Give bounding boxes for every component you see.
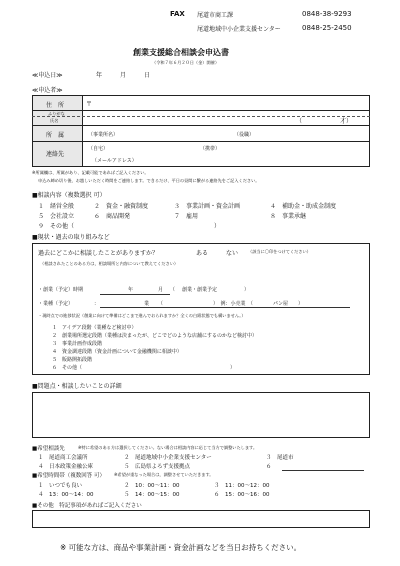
plan-month: 月 <box>158 287 164 293</box>
consult-item-9-close: ） <box>214 223 221 230</box>
consult-item-9[interactable]: ９ その他（ <box>38 223 75 230</box>
application-month: 月 <box>120 72 127 79</box>
fax-label: FAX <box>170 10 185 18</box>
mobile-phone-field[interactable] <box>222 143 362 152</box>
consult-item-2[interactable]: ２ 資金・融資制度 <box>94 203 149 210</box>
place-title: ■希望相談先 <box>32 446 65 452</box>
position-hint: （役職） <box>234 132 255 138</box>
place-5[interactable]: ５ 広島県よろず支援拠点 <box>124 464 191 470</box>
consult-item-1[interactable]: １ 経営全般 <box>38 203 75 210</box>
consult-item-8[interactable]: ８ 事業承継 <box>270 213 307 220</box>
contact-label: 連絡先 <box>46 151 65 158</box>
office-1-fax: 0848-38-9293 <box>302 10 352 18</box>
industry-label: ・業種（予定） <box>38 301 74 307</box>
industry-example: （ ） 例：小売業 （ パン屋 ） <box>158 301 304 307</box>
age-field[interactable] <box>304 116 338 124</box>
stage-3[interactable]: ３ 事業計画作成段階 <box>52 341 103 347</box>
place-6[interactable]: ６ <box>266 464 278 470</box>
stage-other-field[interactable] <box>96 363 226 371</box>
applicant-section-label: ≪申込者≫ <box>32 87 63 94</box>
place-3[interactable]: ３ 尾道市 <box>266 455 294 461</box>
address-label: 住 所 <box>46 102 65 109</box>
email-field[interactable] <box>140 155 364 165</box>
consult-item-6[interactable]: ６ 商品開発 <box>94 213 131 220</box>
plan-kind-close: ） <box>244 287 250 293</box>
address-field[interactable] <box>94 97 364 109</box>
name-label: 氏名 <box>50 118 59 123</box>
time-6[interactable]: ６ 15：00～16：00 <box>214 492 270 498</box>
stage-1[interactable]: １ アイデア段階（業種など検討中） <box>52 325 137 331</box>
contact-note: 申込み締め切り後、お越しいただく時間をご連絡します。できるだけ、平日の昼間に繋がる連絡先をご記入ください。 <box>38 178 260 183</box>
furigana-label: ふりがな <box>48 111 65 116</box>
stage-6-close: ） <box>230 365 236 371</box>
name-field[interactable] <box>86 117 286 125</box>
past-consult-detail: （相談されたことのある方は，相談場所と内容について教えてください） <box>40 261 179 266</box>
other-notes-box[interactable] <box>32 510 370 528</box>
place-1[interactable]: １ 尾道商工会議所 <box>38 455 88 461</box>
position-field[interactable] <box>256 127 366 139</box>
time-3[interactable]: ３ 11：00～12：00 <box>214 483 270 489</box>
status-title: ■現状・過去の取り組みなど <box>32 234 110 241</box>
other-notes-title: ■その他 特記事項があればご記入ください <box>32 503 142 509</box>
time-2[interactable]: ２ 10：00～11：00 <box>124 483 180 489</box>
affiliation-note: ※所属欄は、所属があり、記載可能であればご記入ください。 <box>32 170 149 175</box>
mobile-phone-hint: （携帯） <box>200 146 221 152</box>
business-name-hint: （事業所名） <box>88 132 119 138</box>
home-phone-hint: （自宅） <box>88 146 109 152</box>
footer-note: ※ 可能な方は、商品や事業計画・資金計画などを当日お持ちください。 <box>60 543 302 552</box>
plan-year: 年 <box>128 287 134 293</box>
age-suffix: 才） <box>340 118 353 125</box>
application-date-label: ≪申込日≫ <box>32 72 63 79</box>
time-title: ■希望時間帯（複数回答 可） <box>32 473 105 479</box>
stage-5[interactable]: ５ 販路開拓段階 <box>52 357 93 363</box>
stage-4[interactable]: ４ 資金調達段階（資金計画について金融機関に相談中） <box>52 349 182 355</box>
plan-kind-open: （ <box>170 287 176 293</box>
past-consult-yes[interactable]: ある <box>196 250 209 257</box>
industry-field[interactable] <box>100 298 142 307</box>
past-consult-no[interactable]: ない <box>226 250 239 257</box>
plan-kind[interactable]: 創業・創業予定 <box>182 287 218 293</box>
time-4[interactable]: ４ 13：00～14：00 <box>38 492 94 498</box>
application-year: 年 <box>96 72 103 79</box>
place-note: ※特に希望のある方は選択してください。ない場合は相談内容に応じて当方で調整いたします。 <box>78 445 258 450</box>
industry-suffix: 業 <box>144 301 150 307</box>
time-1[interactable]: １ いつでも良い <box>38 483 83 489</box>
consult-item-4[interactable]: ４ 補助金・助成金制度 <box>270 203 337 210</box>
consult-item-5[interactable]: ５ 会社設立 <box>38 213 75 220</box>
postal-mark: 〒 <box>86 101 93 108</box>
progress-question: ・現時点での進捗状況（創業に向けて準備はどこまで進んでおられますか？全くの白紙状態でも構いません。） <box>38 313 246 318</box>
held-date: （令和７年６月２０日（金）開催） <box>152 60 220 65</box>
form-title: 創業支援総合相談会申込書 <box>133 48 229 57</box>
past-consult-question: 過去にどこかに相談したことがありますか？ <box>38 250 159 257</box>
age-open: （ <box>296 118 303 125</box>
consult-content-title: ■相談内容（複数選択 可） <box>32 192 106 199</box>
office-2-fax: 0848-25-2450 <box>302 24 352 32</box>
time-note: ※希望が重なった場合は，調整させていただきます。 <box>114 472 214 477</box>
home-phone-field[interactable] <box>112 143 196 152</box>
place-2[interactable]: ２ 尾道地域中小企業支援センター <box>124 455 212 461</box>
place-4[interactable]: ４ 日本政策金融公庫 <box>38 464 94 470</box>
issues-box[interactable] <box>32 392 370 438</box>
office-2-name: 尾道地域中小企業支援センター <box>197 26 281 33</box>
stage-2[interactable]: ２ 創業場所選定段階（業種は決まったが、どこでどのような店舗にするのかなど検討中） <box>52 333 258 339</box>
industry-colon: ： <box>94 301 100 307</box>
past-consult-detail-field[interactable] <box>40 268 360 282</box>
issues-title: ■問題点・相談したいことの詳細 <box>32 383 122 390</box>
email-hint: （メールアドレス） <box>92 158 137 164</box>
consult-item-3[interactable]: ３ 事業計画・資金計画 <box>174 203 241 210</box>
affiliation-label: 所 属 <box>46 132 65 139</box>
time-5[interactable]: ５ 14：00～15：00 <box>124 492 180 498</box>
business-name-field[interactable] <box>120 127 230 139</box>
consult-other-field[interactable] <box>92 221 212 229</box>
plan-date-label: ・創業（予定）時期 <box>38 287 84 293</box>
past-consult-note: （該当に〇印をつけてください） <box>248 249 311 254</box>
application-day: 日 <box>144 72 151 79</box>
consult-item-7[interactable]: ７ 雇用 <box>174 213 199 220</box>
office-1-name: 尾道市商工課 <box>197 12 234 19</box>
stage-6[interactable]: ６ その他（ <box>52 365 83 371</box>
